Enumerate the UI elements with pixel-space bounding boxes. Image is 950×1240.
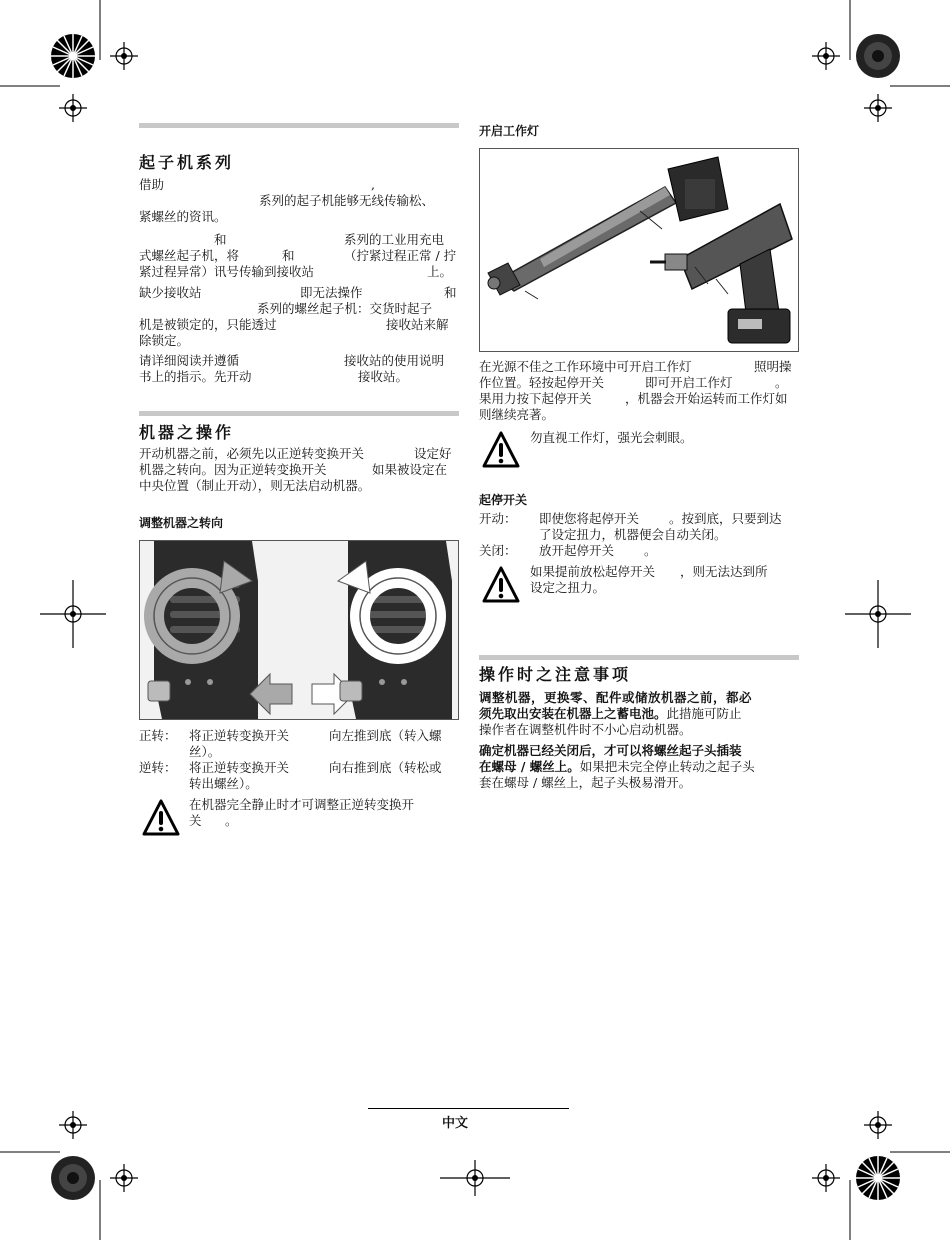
paragraph-intro: 借助 , 系列的起子机能够无线传输松、 紧螺丝的资讯。 [139,177,435,224]
paragraph-remove-battery: 调整机器，更换零、配件或储放机器之前，都必 须先取出安装在机器上之蓄电池。此措施可防止 操作者在调整机件时不小心启动机器。 [479,690,753,737]
list-on-off [479,511,799,559]
subtitle-work-light: 开启工作灯 [479,124,540,138]
list-forward-reverse [139,728,459,792]
warning-triangle-icon [481,565,521,605]
list-item-forward: 正转： 将正逆转变换开关 向左推到底（转入螺 丝）。 [139,728,442,759]
section-rule [139,123,459,128]
paragraph-read-manual: 请详细阅读并遵循 接收站的使用说明 书上的指示。先开动 接收站。 [139,353,445,384]
section-rule [479,655,799,660]
paragraph-bit-on-nut: 确定机器已经关闭后，才可以将螺丝起子头插装 在螺母 / 螺丝上。如果把未完全停止转动之起子头 套在螺母 / 螺丝上，起子头极易滑开。 [479,743,755,790]
rotation-illustration [139,540,459,720]
warning-triangle-icon [481,430,521,470]
footer-language: 中文 [442,1116,469,1131]
list-item-on: 开动： 即使您将起停开关 。按到底，只要到达 了设定扭力，机器便会自动关闭。 [479,511,782,542]
section-title-cautions: 操作时之注意事项 [479,665,632,684]
section-title-screwdriver-series: 起子机系列 [139,153,235,172]
subtitle-start-stop-switch: 起停开关 [479,493,528,507]
paragraph-receiver-missing: 缺少接收站 即无法操作 和 系列的螺丝起子机：交货时起子 机是被锁定的，只能透过 接收站来解 除锁定。 [139,285,457,348]
warning-torque: 如果提前放松起停开关 ，则无法达到所 设定之扭力。 [530,564,768,595]
warning-light-glare: 勿直视工作灯，强光会刺眼。 [530,430,693,445]
section-title-operation: 机器之操作 [139,423,235,442]
subtitle-rotation: 调整机器之转向 [139,516,224,530]
list-item-off: 关闭： 放开起停开关 。 [479,543,657,558]
paragraph-operation: 开动机器之前，必须先以正逆转变换开关 设定好 机器之转向。因为正逆转变换开关 如果被设定在 中央位置（制止开动），则无法启动机器。 [139,446,452,493]
paragraph-work-light: 在光源不佳之工作环境中可开启工作灯 照明操 作位置。轻按起停开关 即可开启工作灯 。如 果用力按下起停开关 ，机器会开始运转而工作灯 则继续亮著。 [479,359,792,422]
warning-switch-direction: 在机器完全静止时才可调整正逆转变换开 关 。 [189,797,415,828]
paragraph-series-transmit: 和 系列的工业用充电 式螺丝起子机，将 和 （拧紧过程正常 / 拧 紧过程异常）讯号传输到接收站 上。 [139,232,457,279]
section-rule [139,411,459,416]
footer-rule [368,1108,569,1109]
warning-triangle-icon [141,798,181,838]
tool-illustration [479,148,799,352]
list-item-reverse: 逆转： 将正逆转变换开关 向右推到底（转松或 转出螺丝）。 [139,760,442,791]
